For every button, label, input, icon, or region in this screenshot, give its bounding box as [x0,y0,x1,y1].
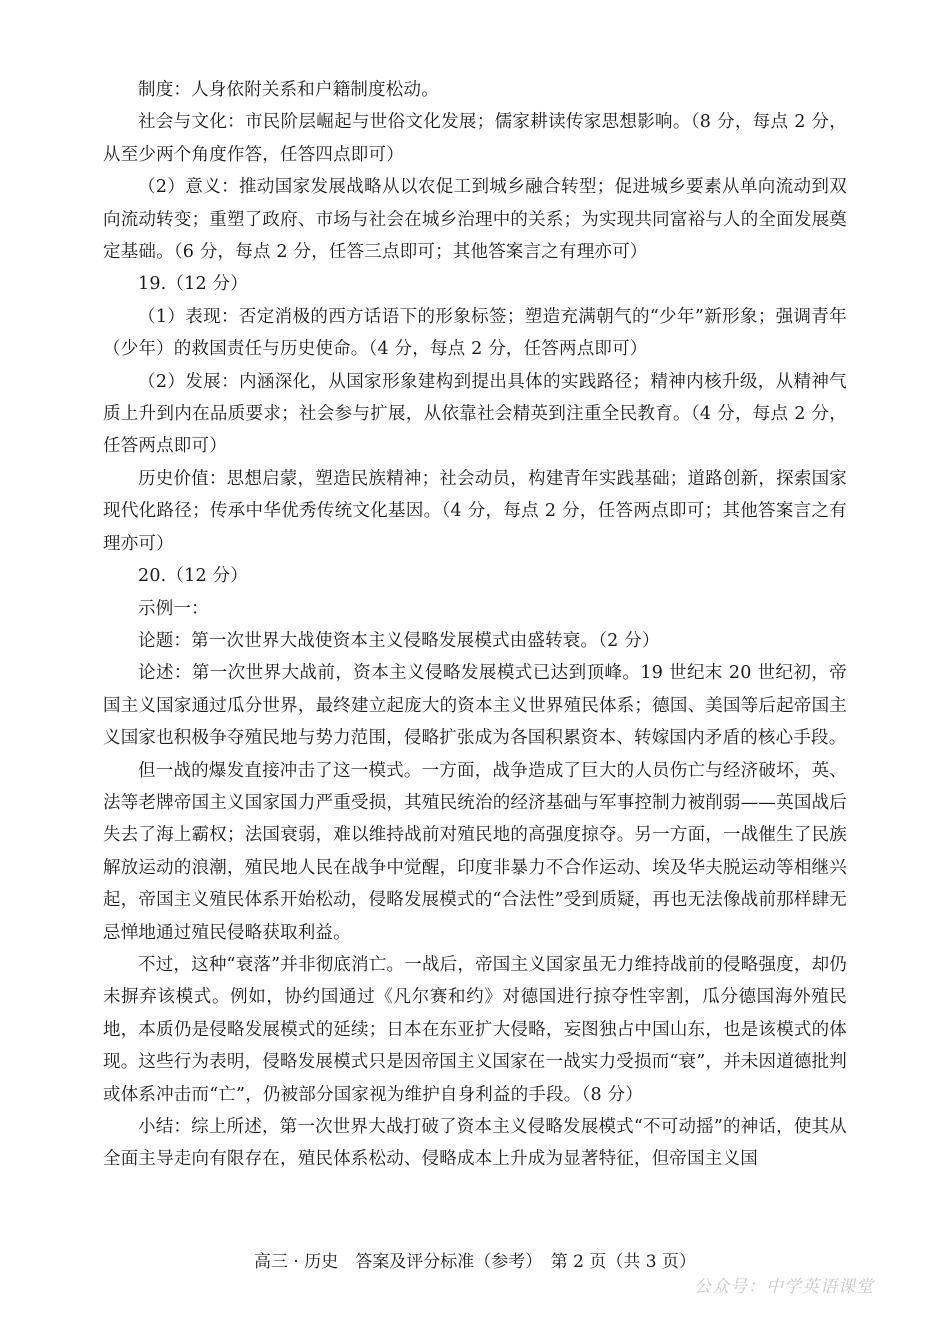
paragraph-19-2: （2）发展：内涵深化，从国家形象建构到提出具体的实践路径；精神内核升级，从精神气质上升到内在品质要求；社会参与扩展，从依靠社会精英到注重全民教育。（4 分，每点 2 分，任答两点即可） [103,371,847,457]
page-footer: 高三 · 历史 答案及评分标准（参考） 第 2 页（共 3 页） [254,1252,696,1272]
paragraph-society-culture: 社会与文化：市民阶层崛起与世俗文化发展；儒家耕读传家思想影响。（8 分，每点 2 分，从至少两个角度作答，任答四点即可） [103,112,847,165]
example-one-label: 示例一： [138,598,209,619]
paragraph-19-1: （1）表现：否定消极的西方话语下的形象标签；塑造充满朝气的“少年”新形象；强调青年（少年）的救国责任与历史使命。（4 分，每点 2 分，任答两点即可） [103,306,847,360]
watermark: 公众号：中学英语课堂 [694,1277,874,1297]
paragraph-argument-1: 论述：第一次世界大战前，资本主义侵略发展模式已达到顶峰。19 世纪末 20 世纪初，帝国主义国家通过瓜分世界，最终建立起庞大的资本主义世界殖民体系；德国、美国等后起帝国主义国家也积极争夺殖民地与势力范围，侵略扩张成为各国积累资本、转嫁国内矛盾的核心手段。 [103,663,847,749]
paragraph-argument-3: 不过，这种“衰落”并非彻底消亡。一战后，帝国主义国家虽无力维持战前的侵略强度，却仍未摒弃该模式。例如，协约国通过《凡尔赛和约》对德国进行掠夺性宰割，瓜分德国海外殖民地，本质仍是侵略发展模式的延续；日本在东亚扩大侵略，妄图独占中国山东，也是该模式的体现。这些行为表明，侵略发展模式只是因帝国主义国家在一战实力受损而“衰”，并未因道德批判或体系冲击而“亡”，仍被部分国家视为维护自身利益的手段。（8 分） [103,954,847,1105]
question-19-heading: 19.（12 分） [138,274,248,295]
question-20-heading: 20.（12 分） [138,566,248,587]
paragraph-argument-2: 但一战的爆发直接冲击了这一模式。一方面，战争造成了巨大的人员伤亡与经济破坏，英、法等老牌帝国主义国家国力严重受损，其殖民统治的经济基础与军事控制力被削弱——英国战后失去了海上霸权；法国衰弱，难以维持战前对殖民地的高强度掠夺。另一方面，一战催生了民族解放运动的浪潮，殖民地人民在战争中觉醒，印度非暴力不合作运动、埃及华夫脱运动等相继兴起，帝国主义殖民体系开始松动，侵略发展模式的“合法性”受到质疑，再也无法像战前那样肆无忌惮地通过殖民侵略获取利益。 [103,760,847,943]
answer-content [103,74,847,1176]
paragraph-significance: （2）意义：推动国家发展战略从以农促工到城乡融合转型；促进城乡要素从单向流动到双向流动转变；重塑了政府、市场与社会在城乡治理中的关系；为实现共同富裕与人的全面发展奠定基础。（6 分，每点 2 分，任答三点即可；其他答案言之有理亦可） [103,177,847,263]
paragraph-historical-value: 历史价值：思想启蒙，塑造民族精神；社会动员，构建青年实践基础；道路创新，探索国家现代化路径；传承中华优秀传统文化基因。（4 分，每点 2 分，任答两点即可；其他答案言之有理亦可） [103,468,847,554]
paragraph-thesis: 论题：第一次世界大战使资本主义侵略发展模式由盛转衰。（2 分） [138,630,660,651]
paragraph-summary: 小结：综上所述，第一次世界大战打破了资本主义侵略发展模式“不可动摇”的神话，使其从全面主导走向有限存在，殖民体系松动、侵略成本上升成为显著特征，但帝国主义国 [103,1117,847,1170]
paragraph-system: 制度：人身依附关系和户籍制度松动。 [138,80,439,100]
